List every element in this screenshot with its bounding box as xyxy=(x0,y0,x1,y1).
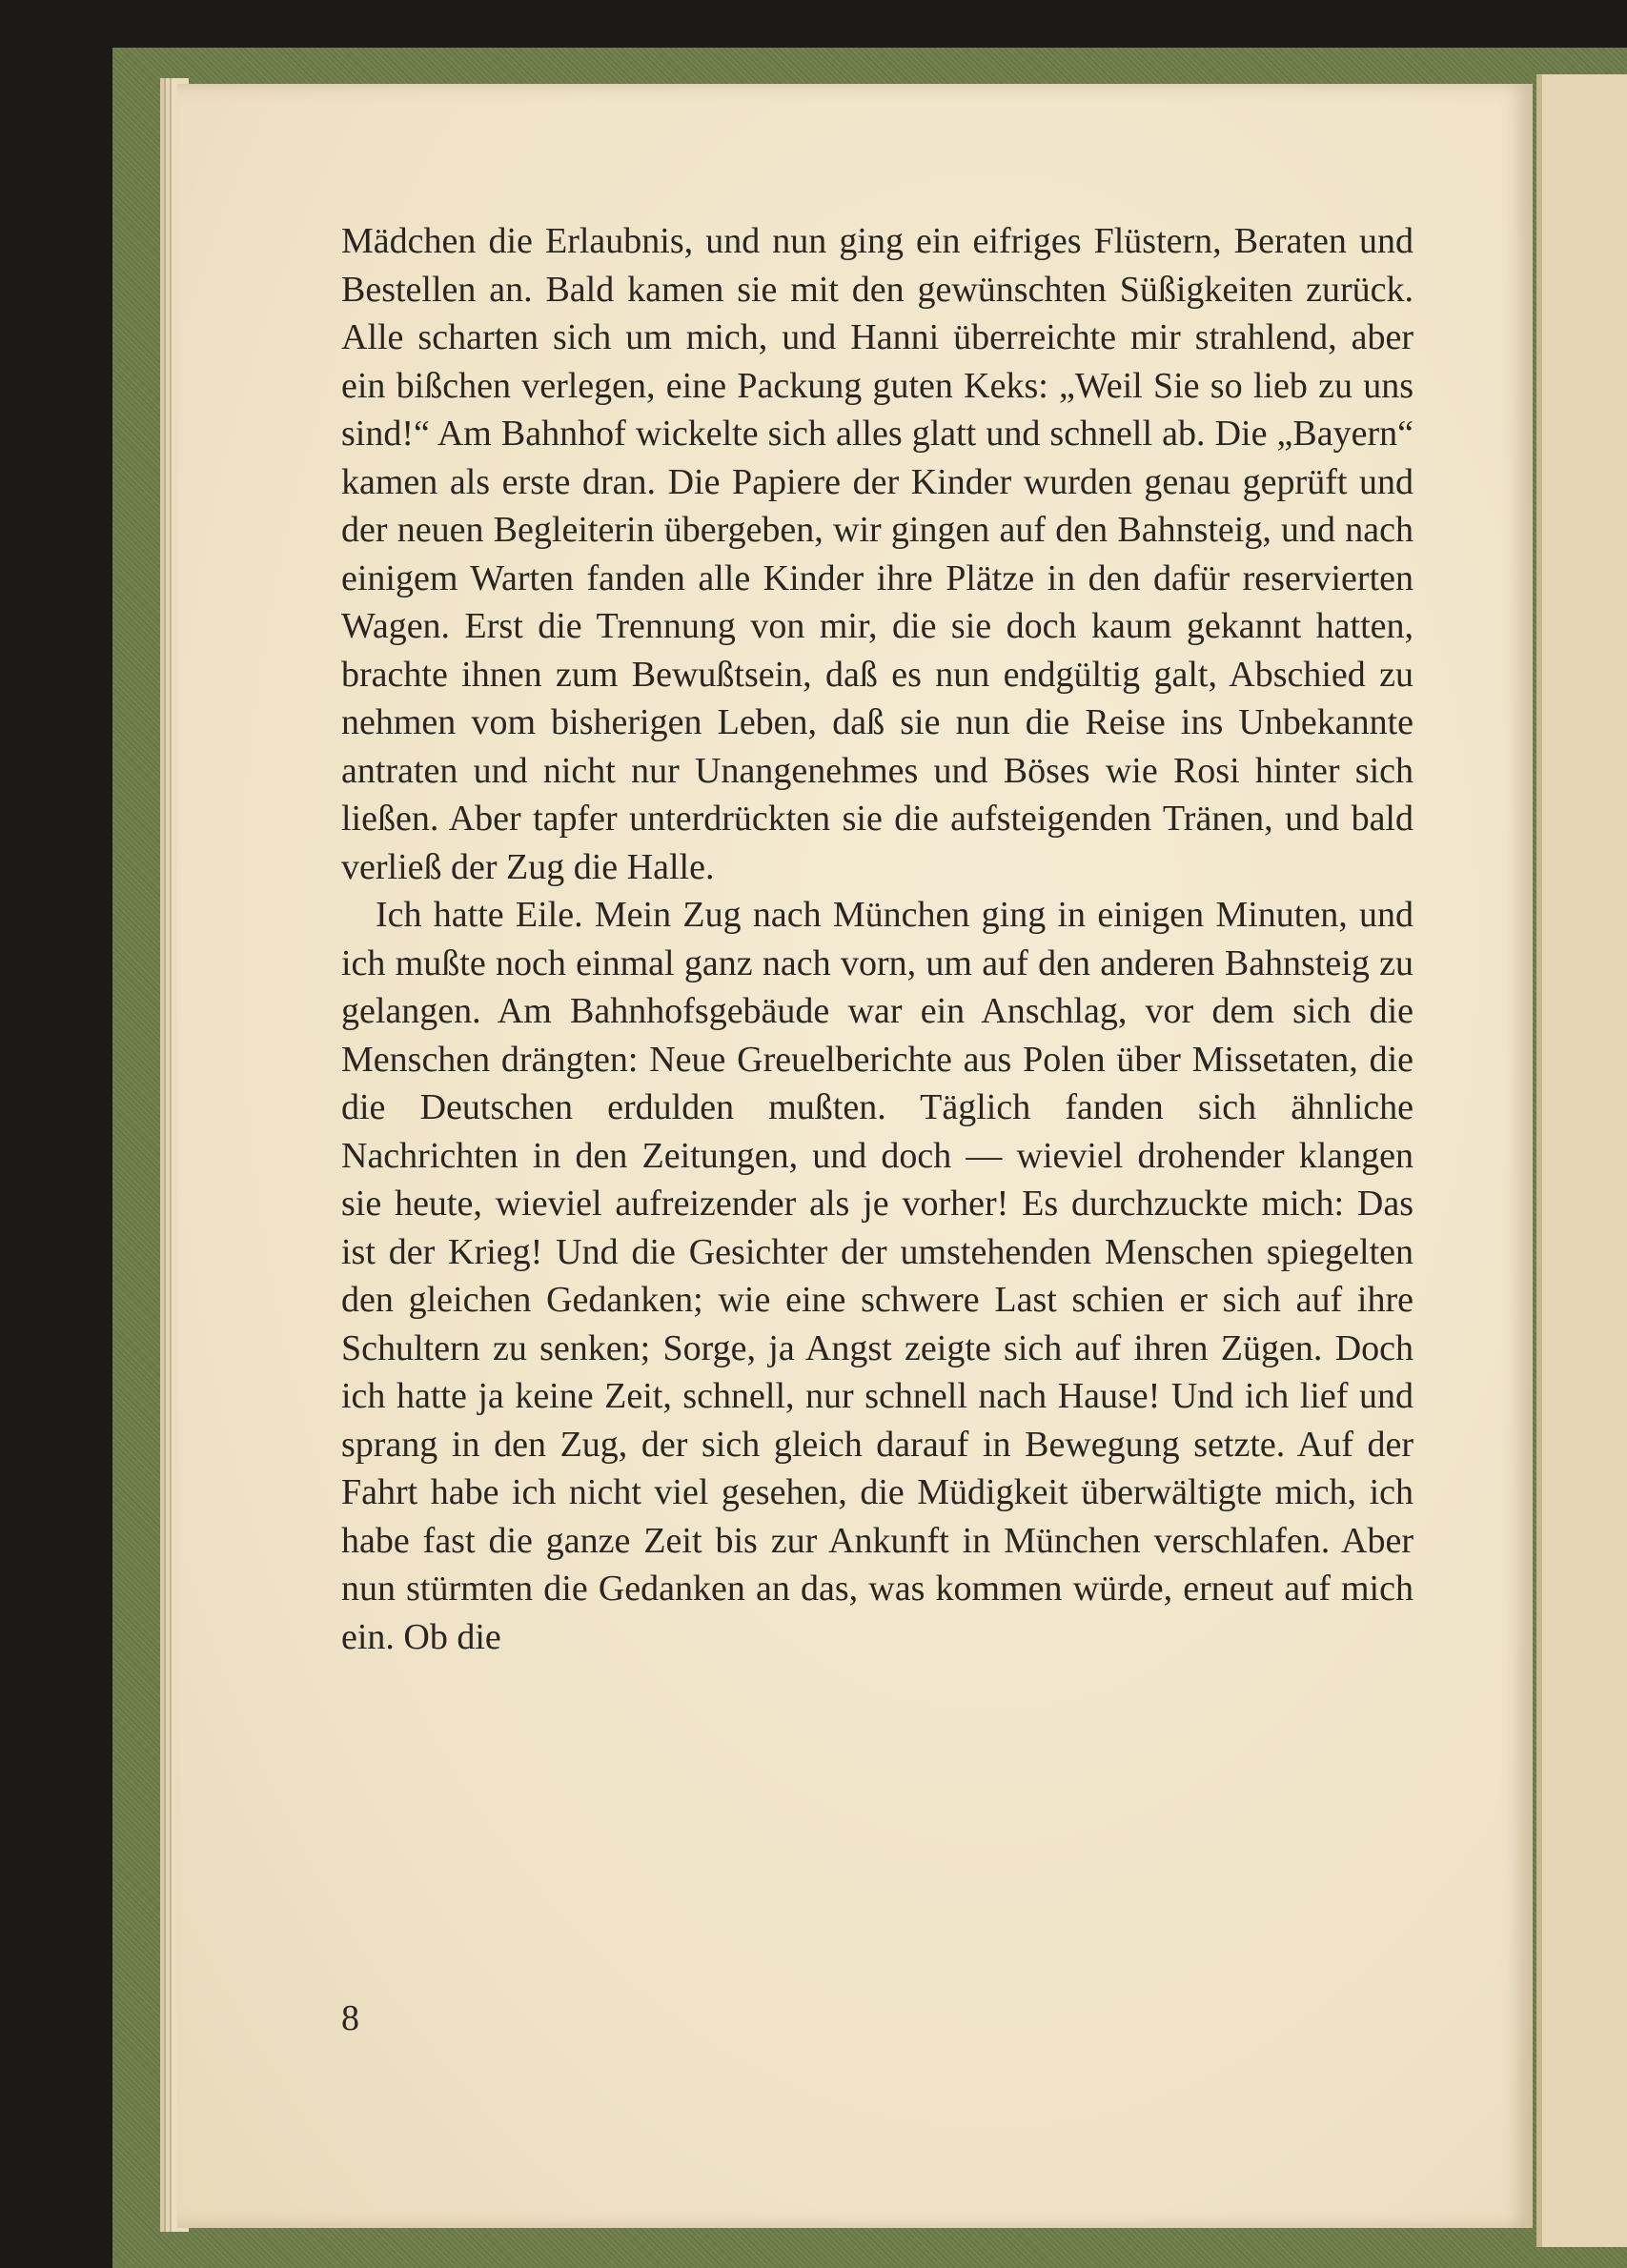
paragraph: Mädchen die Erlaubnis, und nun ging ein eifriges Flüstern, Beraten und Bestellen an. Bald kamen sie mit den gewünschten Süßigkeiten zurück. Alle scharten sich um mich, und Hanni überreichte mir strahlend, aber ein bißchen verlegen, eine Packung guten Keks: „Weil Sie so lieb zu uns sind!“ Am Bahnhof wickelte sich alles glatt und schnell ab. Die „Bayern“ kamen als erste dran. Die Papiere der Kinder wurden genau geprüft und der neuen Begleiterin übergeben, wir gingen auf den Bahnsteig, und nach einigem Warten fanden alle Kinder ihre Plätze in den dafür reservierten Wagen. Erst die Trennung von mir, die sie doch kaum gekannt hatten, brachte ihnen zum Bewußtsein, daß es nun endgültig galt, Abschied zu nehmen vom bisherigen Leben, daß sie nun die Reise ins Unbekannte antraten und nicht nur Unangenehmes und Böses wie Rosi hinter sich ließen. Aber tapfer unterdrückten sie die aufsteigenden Tränen, und bald verließ der Zug die Halle. xyxy=(341,221,1413,887)
page-number: 8 xyxy=(341,1998,359,2038)
facing-page-edge xyxy=(1536,74,1627,2247)
book-page xyxy=(177,84,1533,2228)
paragraph: Ich hatte Eile. Mein Zug nach München ging in einigen Minuten, und ich mußte noch einmal ganz nach vorn, um auf den anderen Bahnsteig zu gelangen. Am Bahnhofsgebäude war ein Anschlag, vor dem sich die Menschen drängten: Neue Greuelberichte aus Polen über Missetaten, die die Deutschen erdulden mußten. Täglich fanden sich ähnliche Nachrichten in den Zeitungen, und doch — wieviel drohender klangen sie heute, wieviel aufreizender als je vorher! Es durchzuckte mich: Das ist der Krieg! Und die Gesichter der umstehenden Menschen spiegelten den gleichen Gedanken; wie eine schwere Last schien er sich auf ihre Schultern zu senken; Sorge, ja Angst zeigte sich auf ihren Zügen. Doch ich hatte ja keine Zeit, schnell, nur schnell nach Hause! Und ich lief und sprang in den Zug, der sich gleich darauf in Bewegung setzte. Auf der Fahrt habe ich nicht viel gesehen, die Müdigkeit überwältigte mich, ich habe fast die ganze Zeit bis zur Ankunft in München verschlafen. Aber nun stürmten die Gedanken an das, was kommen würde, erneut auf mich ein. Ob die xyxy=(341,895,1413,1657)
body-text xyxy=(341,217,1413,1661)
